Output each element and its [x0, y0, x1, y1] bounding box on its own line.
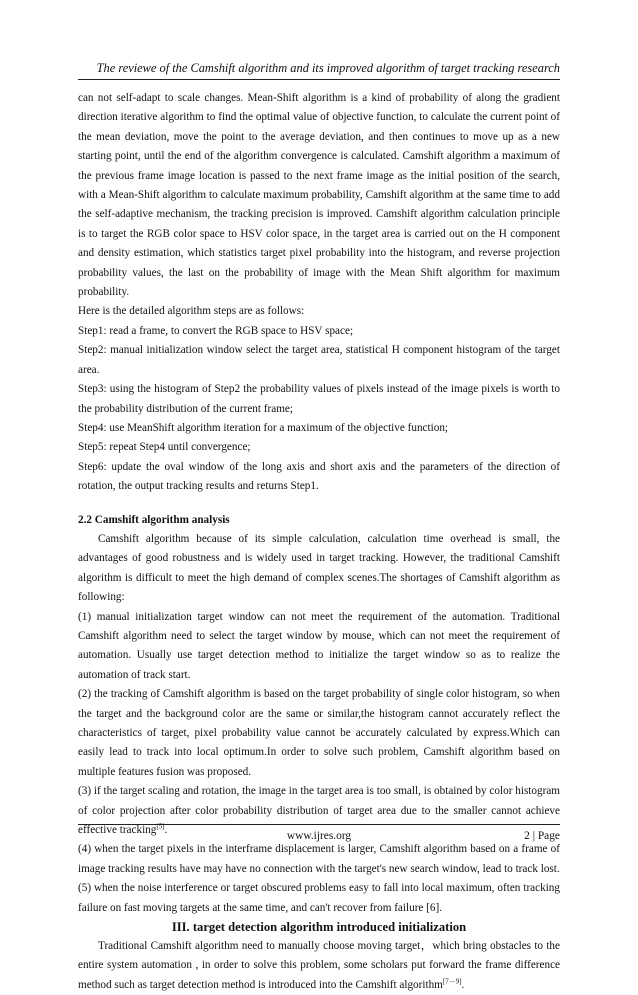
step-4: Step4: use MeanShift algorithm iteration for a maximum of the objective function;: [78, 421, 449, 434]
section-3-end: .: [461, 978, 465, 991]
shortage-item-4: (4) when the target pixels in the interframe displacement is larger, Camshift algorithm based on a frame of image tracking results have may have no connection with the target's new search window, lead to track lost.: [78, 843, 560, 875]
section-3-text: Traditional Camshift algorithm need to manually choose moving target，which bring obstacles to the entire system automation , in order to solve this problem, some scholars put forward the frame difference method such as target detection method is introduced into the Camshift algorithm: [78, 940, 560, 991]
spacer: [78, 497, 560, 511]
footer-rule: [78, 824, 560, 825]
header-rule: [78, 79, 560, 80]
page-number: 2 | Page: [524, 830, 560, 842]
shortage-item-1: (1) manual initialization target window can not meet the requirement of the automation. Traditional Camshift algorithm need to select the target window by mouse, which can not meet the requirement of automation. Usually use target detection method to initialize the target window so as to realize the automation of track start.: [78, 610, 560, 681]
shortage-item-3-end: .: [164, 824, 168, 837]
shortage-item-5: (5) when the noise interference or target obscured problems easy to fall into local maximum, often tracking failure on fast moving targets at the same time, and can't recover from failure [6].: [78, 882, 560, 914]
document-body: [78, 89, 560, 995]
steps-intro: Here is the detailed algorithm steps are as follows:: [78, 305, 305, 318]
section-3-heading: III. target detection algorithm introduced initialization: [171, 920, 467, 935]
step-5: Step5: repeat Step4 until convergence;: [78, 441, 251, 454]
shortage-item-2: (2) the tracking of Camshift algorithm is based on the target probability of single color histogram, so when the target and the background color are the same or similar,the histogram cannot accurately reflect the characteristics of target, pixel probability value cannot be accurately calculated by express.Which can easily lead to track into local optimum.In order to solve such problem, Camshift algorithm based on multiple features fusion was proposed.: [78, 688, 560, 778]
section-2-2-heading: 2.2 Camshift algorithm analysis: [78, 513, 230, 526]
step-3: Step3: using the histogram of Step2 the probability values of pixels instead of the image pixels is worth to the probability distribution of the current frame;: [78, 383, 560, 415]
intro-paragraph: can not self-adapt to scale changes. Mean-Shift algorithm is a kind of probability of along the gradient direction iterative algorithm to find the optimal value of objective function, to calculate the current point of the mean deviation, move the point to the average deviation, and then continues to move up as a new starting point, until the end of the algorithm convergence is calculated. Camshift algorithm a maximum of the previous frame image location is passed to the next frame image as the initial position of the search, with a Mean-Shift algorithm to calculate maximum probability, Camshift algorithm at the same time to add the self-adaptive mechanism, the tracking precision is improved. Camshift algorithm calculation principle is to target the RGB color space to HSV color space, in the target area is carried out on the H component and density estimation, which statistics target pixel probability into the histogram, and reverse projection probability values, the last on the probability of image with the Mean Shift algorithm for maximum probability.: [78, 92, 560, 299]
step-2: Step2: manual initialization window select the target area, statistical H component histogram of the target area.: [78, 344, 560, 376]
footer-url: www.ijres.org: [286, 830, 352, 842]
shortage-item-3-text: (3) if the target scaling and rotation, the image in the target area is too small, is obtained by color histogram of color projection after color probability distribution of target area due to the smaller cannot achieve effective tracking: [78, 785, 560, 837]
step-1: Step1: read a frame, to convert the RGB space to HSV space;: [78, 324, 354, 337]
step-6: Step6: update the oval window of the long axis and short axis and the parameters of the direction of rotation, the output tracking results and returns Step1.: [78, 460, 560, 493]
citation-7-9: [7－9]: [442, 977, 462, 986]
running-header: The reviewe of the Camshift algorithm and its improved algorithm of target tracking research: [96, 61, 560, 75]
section-3-paragraph: [78, 937, 560, 995]
section-2-2-lead: Camshift algorithm because of its simple calculation, calculation time overhead is small, the advantages of good robustness and is widely used in target tracking. However, the traditional Camshift algorithm is difficult to meet the high demand of complex scenes.The shortages of Camshift algorithm as following:: [78, 532, 560, 604]
citation-5: [5]: [156, 822, 165, 831]
